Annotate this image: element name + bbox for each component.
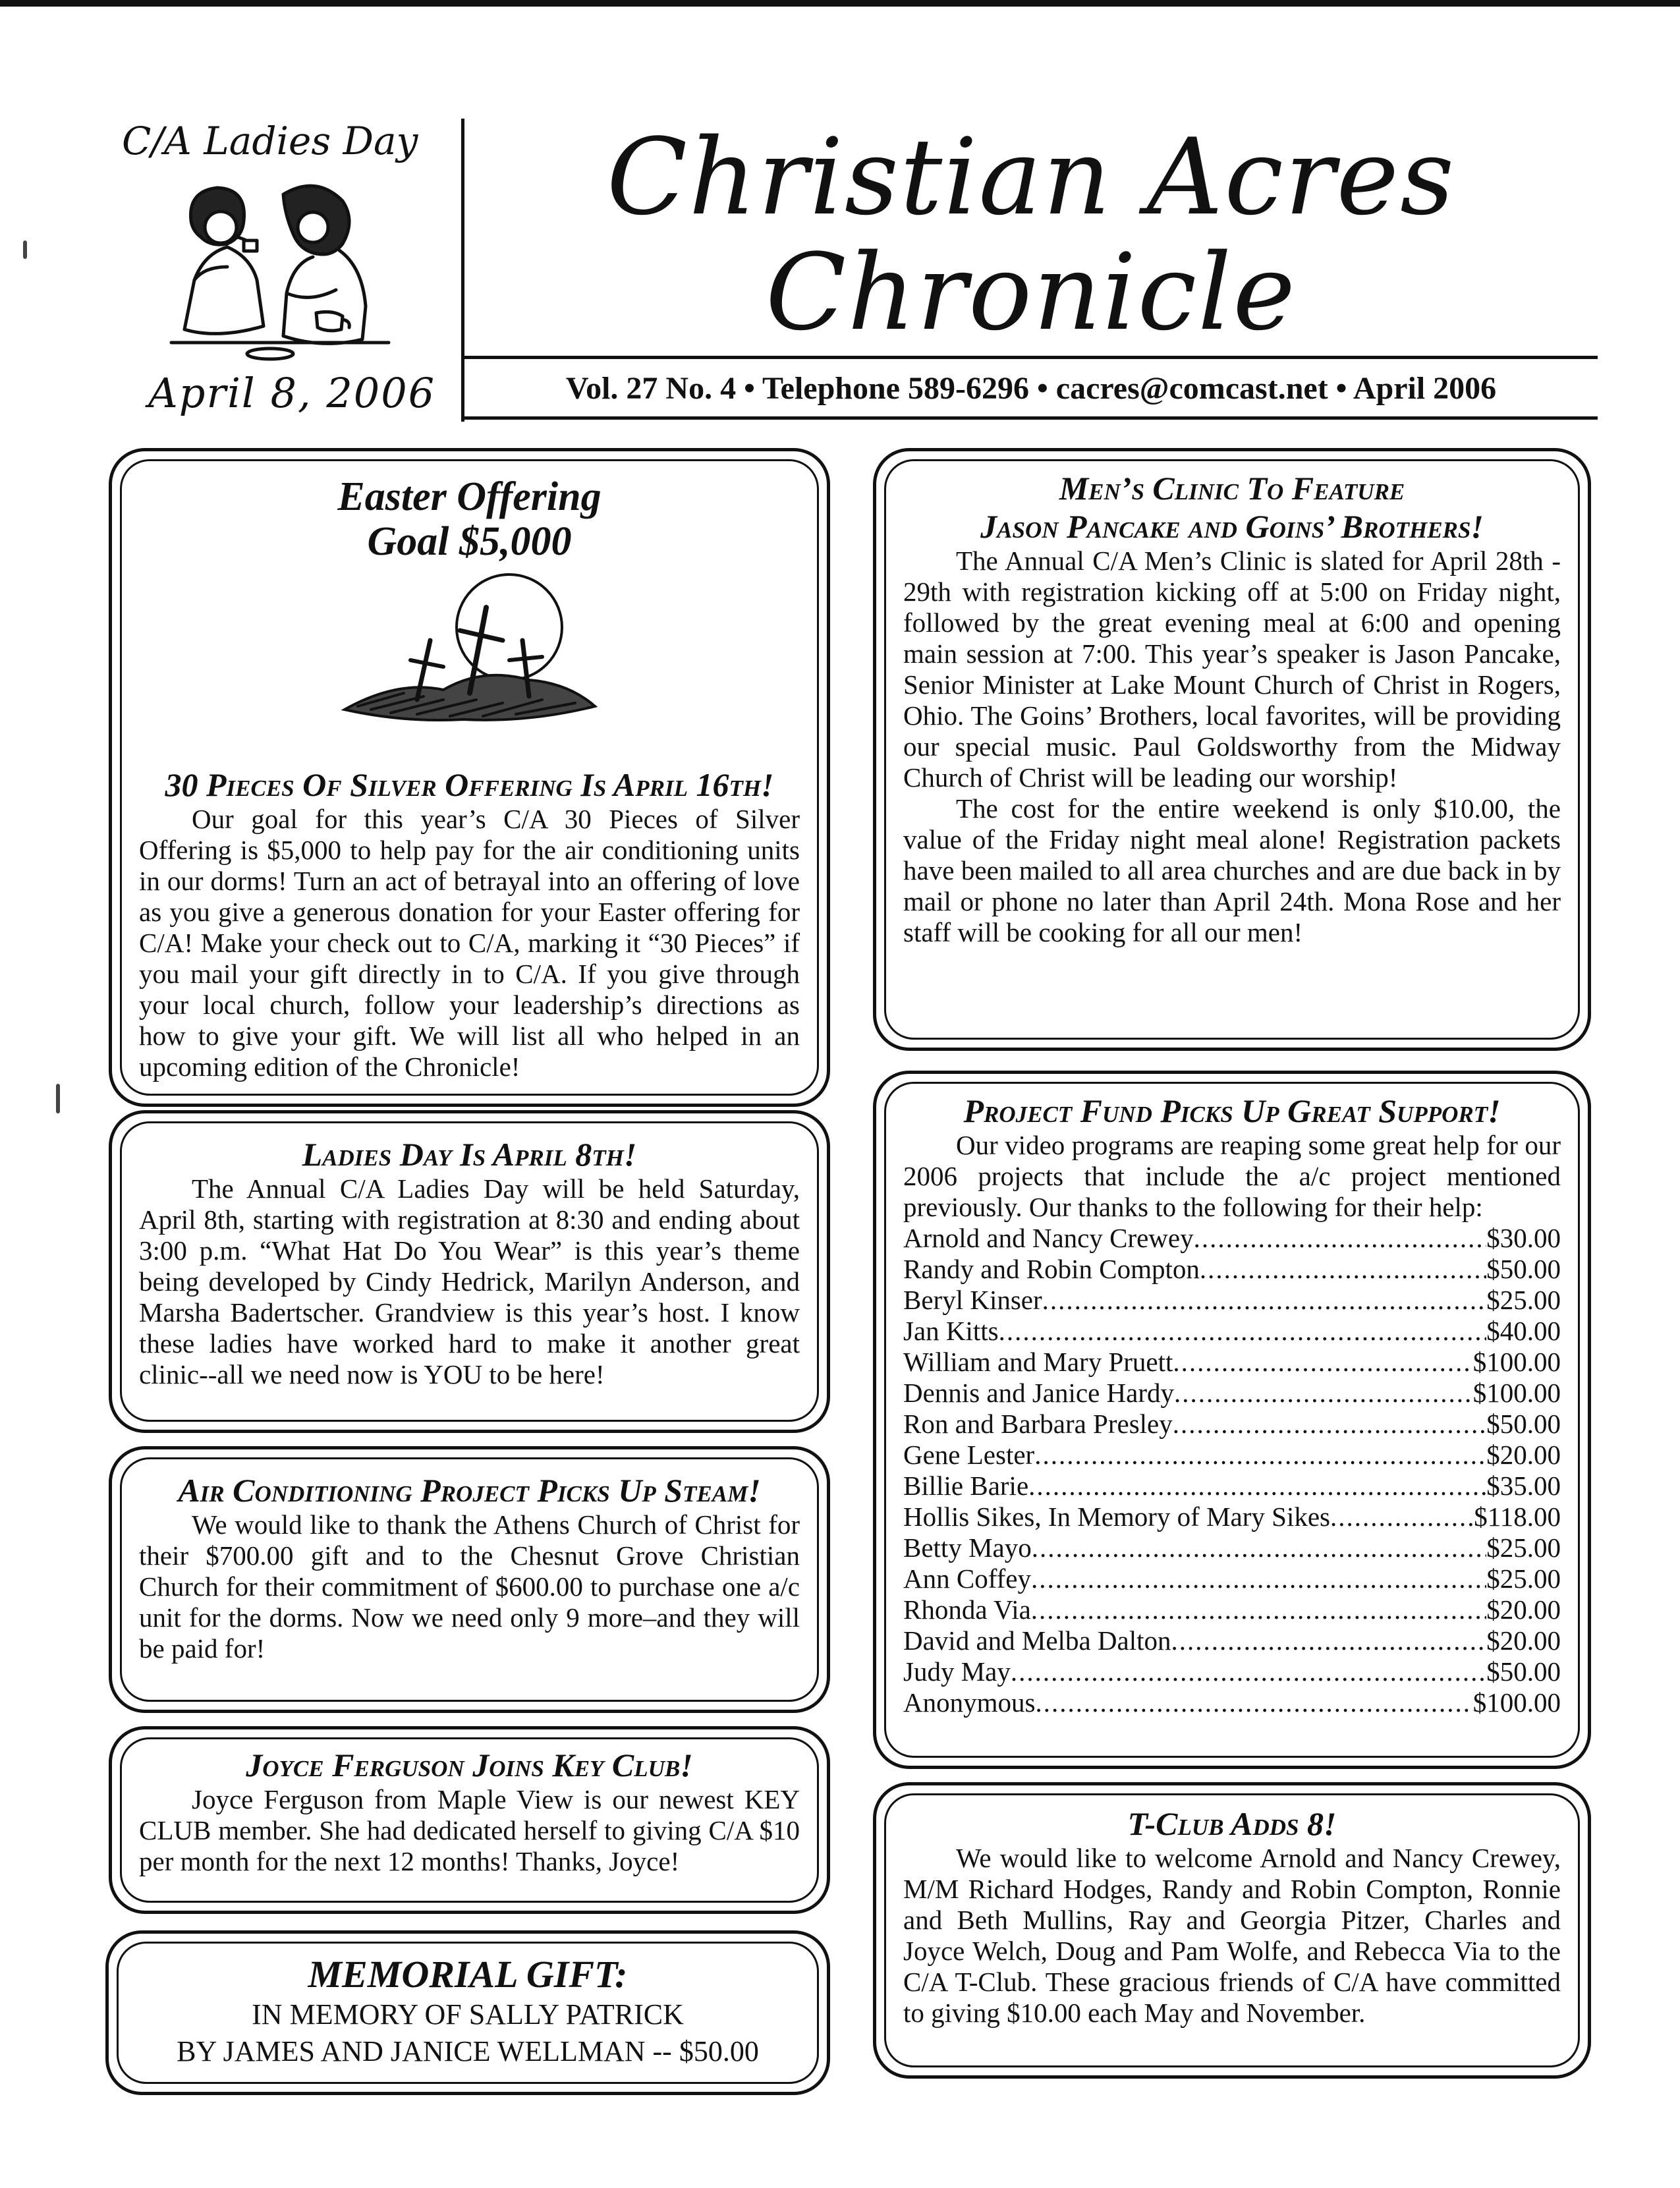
mens-clinic-headline-line1: Men’s Clinic To Feature	[1059, 470, 1405, 507]
donor-amount: $35.00	[1486, 1471, 1561, 1501]
donor-name: Gene Lester	[903, 1440, 1035, 1470]
donor-name: Arnold and Nancy Crewey	[903, 1223, 1194, 1253]
donor-amount: $100.00	[1472, 1687, 1561, 1718]
masthead-info-line: Vol. 27 No. 4 • Telephone 589-6296 • cacres@comcast.net • April 2006	[565, 371, 1497, 406]
donor-row	[903, 1409, 1561, 1440]
dot-leader	[1034, 1440, 1486, 1471]
mens-clinic-paragraph2: The cost for the entire weekend is only $10.00, the value of the Friday night meal alone! Registration packets have been mailed to all area churches and are due back in by mail or phone no later than April 24th. Mona Rose and her staff will be cooking for all our men!	[903, 793, 1561, 947]
donor-row	[903, 1471, 1561, 1501]
newsletter-title-line2: Chronicle	[766, 231, 1297, 354]
dot-leader	[999, 1316, 1487, 1347]
donor-row	[903, 1347, 1561, 1378]
masthead-rule-top	[461, 356, 1598, 359]
easter-title-line2: Goal $5,000	[367, 519, 572, 564]
donor-name: Dennis and Janice Hardy	[903, 1378, 1175, 1408]
donor-name: Betty Mayo	[903, 1532, 1032, 1563]
donor-name: Randy and Robin Compton	[903, 1254, 1200, 1284]
dot-leader	[1173, 1347, 1472, 1378]
crosses-illustration	[331, 568, 608, 759]
donor-amount: $118.00	[1474, 1501, 1561, 1532]
easter-offering-box	[109, 448, 830, 1107]
donor-amount: $25.00	[1486, 1563, 1561, 1594]
scan-speck	[23, 240, 27, 259]
donor-name: Billie Barie	[903, 1471, 1029, 1501]
mens-clinic-body	[903, 546, 1561, 948]
donor-amount: $40.00	[1486, 1316, 1561, 1346]
key-club-headline: Joyce Ferguson Joins Key Club!	[246, 1747, 693, 1783]
donor-row	[903, 1285, 1561, 1316]
donor-amount: $100.00	[1472, 1378, 1561, 1408]
donor-name: David and Melba Dalton	[903, 1625, 1171, 1656]
donor-row	[903, 1316, 1561, 1347]
donor-amount: $20.00	[1486, 1625, 1561, 1656]
ladies-day-date: April 8, 2006	[148, 369, 436, 417]
donor-name: Beryl Kinser	[903, 1285, 1042, 1315]
donor-row	[903, 1440, 1561, 1471]
tclub-paragraph: We would like to welcome Arnold and Nancy Crewey, M/M Richard Hodges, Randy and Robin Compton, Ronnie and Beth Mullins, Ray and Georgia Pitzer, Charles and Joyce Welch, Doug and Pam Wolfe, and Rebecca Via to the C/A T-Club. These gracious friends of C/A have committed to giving $10.00 each May and November.	[903, 1843, 1561, 2028]
ladies-day-headline: Ladies Day Is April 8th!	[302, 1136, 637, 1173]
donor-name: Jan Kitts	[903, 1316, 999, 1346]
dot-leader	[1174, 1378, 1473, 1409]
ladies-illustration	[165, 175, 395, 362]
donor-name: William and Mary Pruett	[903, 1347, 1173, 1377]
dot-leader	[1011, 1656, 1486, 1687]
dot-leader	[1042, 1285, 1487, 1316]
donor-amount: $50.00	[1486, 1656, 1561, 1687]
donor-amount: $25.00	[1486, 1532, 1561, 1563]
donor-list	[903, 1223, 1561, 1718]
donor-row	[903, 1378, 1561, 1409]
donor-row	[903, 1594, 1561, 1625]
easter-title-line1: Easter Offering	[337, 474, 602, 519]
donor-amount: $20.00	[1486, 1594, 1561, 1625]
masthead-rule-bottom	[461, 416, 1598, 420]
donor-row	[903, 1501, 1561, 1532]
memorial-gift-box	[105, 1930, 830, 2095]
donor-amount: $20.00	[1486, 1440, 1561, 1470]
project-fund-headline: Project Fund Picks Up Great Support!	[963, 1092, 1501, 1129]
top-border	[0, 0, 1680, 7]
donor-name: Ron and Barbara Presley	[903, 1409, 1173, 1439]
easter-headline: 30 Pieces Of Silver Offering Is April 16th!	[165, 766, 774, 803]
memorial-line2: BY JAMES AND JANICE WELLMAN -- $50.00	[177, 2035, 759, 2067]
dot-leader	[1032, 1532, 1487, 1563]
scan-speck	[56, 1084, 60, 1113]
donor-amount: $100.00	[1472, 1347, 1561, 1377]
ladies-day-title: C/A Ladies Day	[122, 119, 418, 163]
dot-leader	[1330, 1501, 1474, 1532]
air-conditioning-box	[109, 1446, 830, 1713]
donor-name: Judy May	[903, 1656, 1011, 1687]
ladies-day-paragraph: The Annual C/A Ladies Day will be held Saturday, April 8th, starting with registration at 8:30 and ending about 3:00 p.m. “What Hat Do You Wear” is this year’s theme being developed by Cindy Hedrick, Marilyn Anderson, and Marsha Badertscher. Grandview is this year’s host. I know these ladies have worked hard to make it another great clinic--all we need now is YOU to be here!	[139, 1173, 800, 1389]
donor-row	[903, 1563, 1561, 1594]
key-club-box	[109, 1726, 830, 1914]
dot-leader	[1200, 1254, 1486, 1285]
donor-row	[903, 1625, 1561, 1656]
donor-name: Rhonda Via	[903, 1594, 1031, 1625]
mens-clinic-box	[873, 448, 1591, 1051]
donor-row	[903, 1223, 1561, 1254]
project-fund-intro	[903, 1130, 1561, 1223]
donor-amount: $50.00	[1486, 1254, 1561, 1284]
donor-row	[903, 1254, 1561, 1285]
dot-leader	[1035, 1687, 1472, 1718]
dot-leader	[1028, 1471, 1486, 1501]
key-club-paragraph: Joyce Ferguson from Maple View is our newest KEY CLUB member. She had dedicated herself to giving C/A $10 per month for the next 12 months! Thanks, Joyce!	[139, 1784, 800, 1876]
tclub-body	[903, 1843, 1561, 2029]
memorial-line1: IN MEMORY OF SALLY PATRICK	[252, 1998, 684, 2031]
ladies-day-box	[109, 1110, 830, 1433]
key-club-body	[139, 1784, 800, 1877]
mens-clinic-paragraph1: The Annual C/A Men’s Clinic is slated for April 28th - 29th with registration kicking off at 5:00 on Friday night, followed by the great evening meal at 6:00 and opening main session at 7:00. This year’s speaker is Jason Pancake, Senior Minister at Lake Mount Church of Christ in Rogers, Ohio. The Goins’ Brothers, local favorites, will be providing our special music. Paul Goldsworthy from the Midway Church of Christ will be leading our worship!	[903, 546, 1561, 793]
donor-row	[903, 1532, 1561, 1563]
donor-name: Hollis Sikes, In Memory of Mary Sikes	[903, 1501, 1330, 1532]
memorial-title: MEMORIAL GIFT:	[308, 1953, 628, 1996]
dot-leader	[1031, 1563, 1486, 1594]
tclub-box	[873, 1782, 1591, 2079]
air-conditioning-body	[139, 1509, 800, 1664]
donor-amount: $30.00	[1486, 1223, 1561, 1253]
newsletter-title-line1: Christian Acres	[606, 115, 1456, 238]
project-fund-intro-paragraph: Our video programs are reaping some great help for our 2006 projects that include the a/c project mentioned previously. Our thanks to the following for their help:	[903, 1130, 1561, 1222]
donor-name: Ann Coffey	[903, 1563, 1031, 1594]
mens-clinic-headline-line2: Jason Pancake and Goins’ Brothers!	[980, 508, 1484, 545]
dot-leader	[1173, 1409, 1487, 1440]
donor-row	[903, 1687, 1561, 1718]
easter-body	[139, 804, 800, 1082]
dot-leader	[1031, 1594, 1486, 1625]
donor-name: Anonymous	[903, 1687, 1036, 1718]
project-fund-box	[873, 1071, 1591, 1769]
air-conditioning-headline: Air Conditioning Project Picks Up Steam!	[178, 1472, 761, 1509]
easter-paragraph: Our goal for this year’s C/A 30 Pieces of Silver Offering is $5,000 to help pay for the air conditioning units in our dorms! Turn an act of betrayal into an offering of love as you give a generous donation for your Easter offering for C/A! Make your check out to C/A, marking it “30 Pieces” if you mail your gift directly in to C/A. If you give through your local church, follow your leadership’s directions as how to give your gift. We will list all who helped in an upcoming edition of the Chronicle!	[139, 804, 800, 1082]
donor-amount: $25.00	[1486, 1285, 1561, 1315]
tclub-headline: T-Club Adds 8!	[1127, 1805, 1337, 1842]
dot-leader	[1194, 1223, 1487, 1254]
donor-amount: $50.00	[1486, 1409, 1561, 1439]
air-conditioning-paragraph: We would like to thank the Athens Church of Christ for their $700.00 gift and to the Chesnut Grove Christian Church for their commitment of $600.00 to purchase one a/c unit for the dorms. Now we need only 9 more–and they will be paid for!	[139, 1509, 800, 1664]
ladies-day-body	[139, 1173, 800, 1390]
donor-row	[903, 1656, 1561, 1687]
dot-leader	[1171, 1625, 1486, 1656]
